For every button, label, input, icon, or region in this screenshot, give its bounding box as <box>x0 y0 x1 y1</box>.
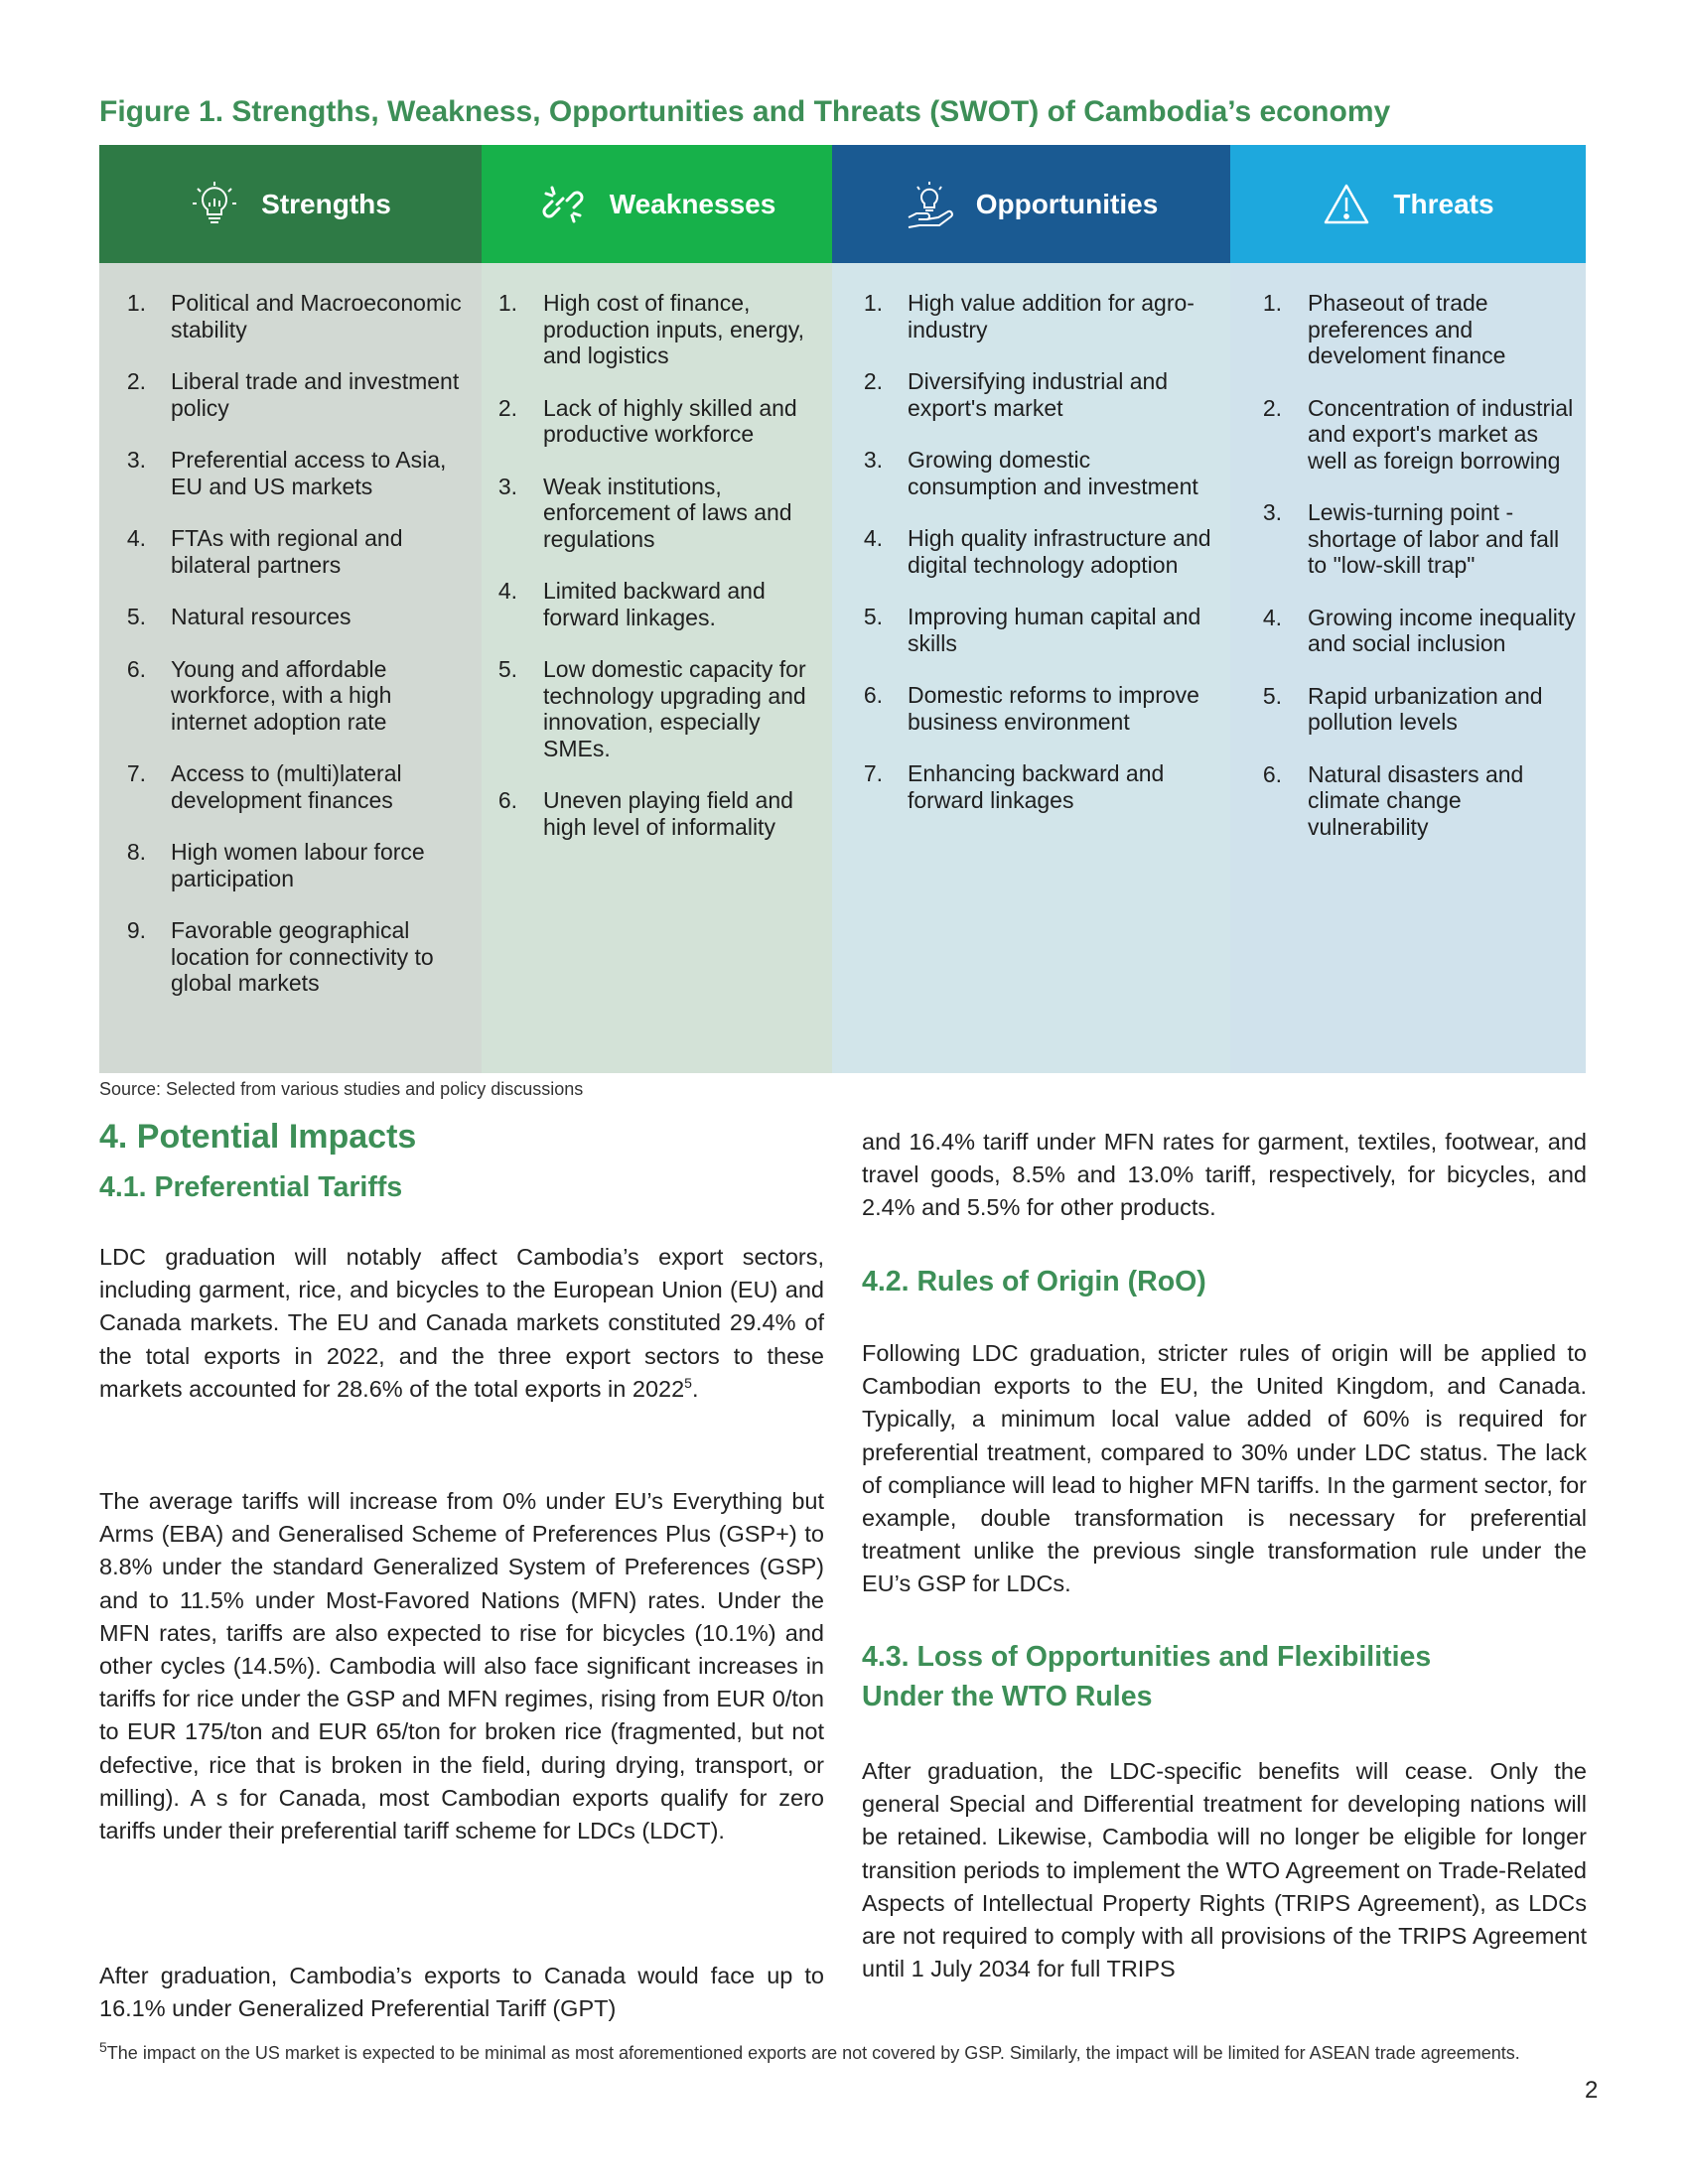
swot-item-number: 4. <box>863 525 883 551</box>
paragraph-4-1-2: The average tariffs will increase from 0% under EU’s Everything but Arms (EBA) and Generalised Scheme of Preferences Plus (GSP+) to 8.8% under the standard Generalized System of Preferences (GSP) and to 11.5% under Most-Favored Nations (MFN) rates. Under the MFN rates, tariffs are also expected to rise for bicycles (10.1%) and other cycles (14.5%). Cambodia will also face significant increases in tariffs for rice under the GSP and MFN regimes, rising from EUR 0/ton to EUR 175/ton and EUR 65/ton for broken rice (fragmented, but not defective, rice that is broken in the field, during drying, transport, or milling). A s for Canada, most Cambodian exports qualify for zero tariffs under their preferential tariff scheme for LDCs (LDCT). <box>99 1488 824 1844</box>
swot-list-item <box>861 290 1220 342</box>
swot-item-text: Limited backward and forward linkages. <box>543 578 766 630</box>
swot-list-item <box>1260 499 1576 579</box>
lightbulb-chart-icon <box>190 180 239 229</box>
swot-item-text: Favorable geographical location for connectivity to global markets <box>171 917 434 996</box>
swot-item-number: 3. <box>863 447 883 473</box>
swot-list-item <box>124 290 472 342</box>
swot-item-number: 4. <box>497 578 517 604</box>
paragraph-4-1-1-end: . <box>691 1375 699 1402</box>
footnote-text: The impact on the US market is expected to be minimal as most aforementioned exports are not covered by GSP. Similarly, the impact will be limited for ASEAN trade agreements. <box>106 2043 1520 2063</box>
swot-item-number: 3. <box>1262 499 1282 525</box>
paragraph-4-1-3: After graduation, Cambodia’s exports to Canada would face up to 16.1% under Generalized Preferential Tariff (GPT) <box>99 1963 824 2022</box>
swot-item-text: Natural disasters and climate change vulnerability <box>1308 760 1524 840</box>
swot-item-number: 5. <box>863 604 883 629</box>
footnote-mark: 5 <box>99 2039 107 2055</box>
paragraph-4-3-1: After graduation, the LDC-specific benefits will cease. Only the general Special and Differential treatment for developing nations will be retained. Likewise, Cambodia will no longer be eligible for longer transition periods to implement the WTO Agreement on Trade-Related Aspects of Intellectual Property Rights (TRIPS Agreement), as LDCs are not required to comply with all provisions of the TRIPS Agreement until 1 July 2034 for full TRIPS <box>862 1758 1587 1982</box>
swot-item-text: Lewis-turning point - shortage of labor and fall to "low-skill trap" <box>1308 499 1560 578</box>
swot-item-number: 2. <box>863 368 883 394</box>
swot-item-text: Domestic reforms to improve business environment <box>908 682 1199 735</box>
swot-item-number: 4. <box>126 525 146 551</box>
paragraph-4-1-1 <box>99 1241 824 1406</box>
swot-item-text: Uneven playing field and high level of informality <box>543 787 793 840</box>
swot-item-number: 1. <box>1262 290 1282 316</box>
swot-item-number: 5. <box>126 604 146 629</box>
swot-item-number: 6. <box>1262 760 1282 787</box>
swot-item-text: Diversifying industrial and export's market <box>908 368 1169 421</box>
swot-header-opportunities <box>832 145 1230 263</box>
swot-item-number: 3. <box>497 473 517 499</box>
swot-item-text: Weak institutions, enforcement of laws and regulations <box>543 473 792 552</box>
paragraph-4-1-3-continued: and 16.4% tariff under MFN rates for garment, textiles, footwear, and travel goods, 8.5% and 13.0% tariff, respectively, for bicycles, and 2.4% and 5.5% for other products. <box>862 1129 1587 1221</box>
swot-item-number: 8. <box>126 839 146 865</box>
swot-list-item <box>1260 605 1576 657</box>
swot-list-item <box>124 760 472 813</box>
swot-body-opportunities <box>832 263 1230 1073</box>
subsection-title-4-3-line1: 4.3. Loss of Opportunities and Flexibilities <box>862 1641 1432 1673</box>
swot-column-opportunities <box>832 145 1230 1073</box>
swot-item-text: Preferential access to Asia, EU and US markets <box>171 447 447 499</box>
swot-item-number: 6. <box>863 682 883 708</box>
swot-list-item <box>861 368 1220 421</box>
section-title: 4. Potential Impacts <box>99 1118 417 1156</box>
swot-item-text: Natural resources <box>171 604 352 629</box>
swot-item-number: 2. <box>1262 394 1282 421</box>
swot-list-item <box>861 604 1220 656</box>
swot-column-weaknesses <box>482 145 832 1073</box>
swot-list-item <box>497 290 822 369</box>
swot-body-weaknesses <box>482 263 832 1073</box>
hand-lightbulb-icon <box>905 180 954 229</box>
swot-header-threats <box>1230 145 1586 263</box>
swot-title-strengths: Strengths <box>261 188 391 219</box>
swot-list-item <box>124 447 472 499</box>
swot-item-text: Liberal trade and investment policy <box>171 368 460 421</box>
broken-link-icon <box>538 180 588 229</box>
swot-item-text: High quality infrastructure and digital technology adoption <box>908 525 1211 578</box>
swot-item-number: 6. <box>497 787 517 813</box>
swot-item-number: 2. <box>126 368 146 394</box>
swot-item-number: 6. <box>126 655 146 682</box>
swot-item-text: Improving human capital and skills <box>908 604 1201 656</box>
subsection-title-4-3-line2: Under the WTO Rules <box>862 1681 1153 1712</box>
swot-item-text: High value addition for agro-industry <box>908 290 1195 342</box>
swot-list-item <box>124 368 472 421</box>
swot-item-number: 9. <box>126 917 146 943</box>
paragraph-4-2-1: Following LDC graduation, stricter rules of origin will be applied to Cambodian exports to the EU, the United Kingdom, and Canada. Typically, a minimum local value added of 60% is required for preferential treatment, compared to 30% under LDC status. The lack of compliance will lead to higher MFN tariffs. In the garment sector, for example, double transformation is necessary for preferential treatment unlike the previous single transformation rule under the EU’s GSP for LDCs. <box>862 1340 1587 1597</box>
swot-list-item <box>124 604 472 630</box>
swot-item-number: 1. <box>126 290 146 316</box>
subsection-title-4-3 <box>862 1637 1431 1716</box>
swot-list-item <box>497 787 822 840</box>
swot-list-item <box>861 525 1220 578</box>
swot-title-opportunities: Opportunities <box>975 188 1159 219</box>
figure-source: Source: Selected from various studies and policy discussions <box>99 1079 584 1099</box>
swot-list-item <box>124 917 472 997</box>
swot-item-text: Young and affordable workforce, with a high internet adoption rate <box>171 655 392 735</box>
swot-item-text: High cost of finance, production inputs, energy, and logistics <box>543 290 804 368</box>
swot-header-weaknesses <box>482 145 832 263</box>
swot-header-strengths <box>99 145 482 263</box>
swot-item-number: 5. <box>497 656 517 682</box>
swot-list-item <box>861 447 1220 499</box>
swot-item-text: Access to (multi)lateral development finances <box>171 760 402 813</box>
subsection-title-4-2: 4.2. Rules of Origin (RoO) <box>862 1266 1206 1297</box>
swot-item-text: Phaseout of trade preferences and develoment finance <box>1308 290 1506 368</box>
swot-list-item <box>497 578 822 630</box>
swot-item-number: 4. <box>1262 604 1282 630</box>
swot-item-text: Growing domestic consumption and investment <box>908 447 1198 499</box>
swot-item-text: Rapid urbanization and pollution levels <box>1308 682 1543 735</box>
swot-item-text: FTAs with regional and bilateral partners <box>171 525 403 578</box>
swot-item-text: Concentration of industrial and export's market as well as foreign borrowing <box>1308 394 1574 474</box>
swot-item-number: 3. <box>126 447 146 473</box>
swot-body-strengths <box>99 263 482 1073</box>
swot-list-item <box>497 395 822 448</box>
swot-item-number: 5. <box>1262 682 1282 709</box>
swot-list-item <box>124 656 472 736</box>
paragraph-4-1-1-text: LDC graduation will notably affect Cambodia’s export sectors, including garment, rice, and bicycles to the European Union (EU) and Canada markets. The EU and Canada markets constituted 29.4% of the total exports in 2022, and the three export sectors to these markets accounted for 28.6% of the total exports in 2022 <box>99 1244 824 1402</box>
page-number: 2 <box>1585 2077 1599 2104</box>
swot-item-number: 2. <box>497 394 517 421</box>
swot-list-item <box>1260 683 1576 736</box>
swot-item-text: High women labour force participation <box>171 839 425 891</box>
swot-column-strengths <box>99 145 482 1073</box>
swot-item-number: 1. <box>863 290 883 316</box>
swot-item-number: 1. <box>497 290 517 316</box>
swot-list-item <box>861 760 1220 813</box>
swot-item-number: 7. <box>863 760 883 786</box>
swot-list-item <box>1260 395 1576 475</box>
swot-list-item <box>1260 761 1576 841</box>
figure-title: Figure 1. Strengths, Weakness, Opportunities and Threats (SWOT) of Cambodia’s economy <box>99 95 1391 128</box>
swot-list-item <box>124 839 472 891</box>
footnote <box>99 2039 1589 2065</box>
swot-column-threats <box>1230 145 1586 1073</box>
swot-list-item <box>1260 290 1576 369</box>
swot-list-item <box>497 474 822 553</box>
swot-body-threats <box>1230 263 1586 1073</box>
swot-table <box>99 145 1586 1073</box>
footnote-ref: 5 <box>684 1374 692 1391</box>
swot-item-text: Political and Macroeconomic stability <box>171 290 462 342</box>
swot-title-weaknesses: Weaknesses <box>609 188 776 219</box>
swot-list-item <box>861 682 1220 735</box>
subsection-title-4-1: 4.1. Preferential Tariffs <box>99 1171 403 1203</box>
warning-triangle-icon <box>1322 180 1371 229</box>
swot-item-text: Enhancing backward and forward linkages <box>908 760 1165 813</box>
swot-item-text: Lack of highly skilled and productive workforce <box>543 394 797 447</box>
swot-item-number: 7. <box>126 760 146 786</box>
swot-list-item <box>124 525 472 578</box>
swot-title-threats: Threats <box>1393 188 1494 219</box>
swot-item-text: Low domestic capacity for technology upgrading and innovation, especially SMEs. <box>543 656 806 761</box>
swot-item-text: Growing income inequality and social inclusion <box>1308 604 1576 656</box>
swot-list-item <box>497 656 822 761</box>
